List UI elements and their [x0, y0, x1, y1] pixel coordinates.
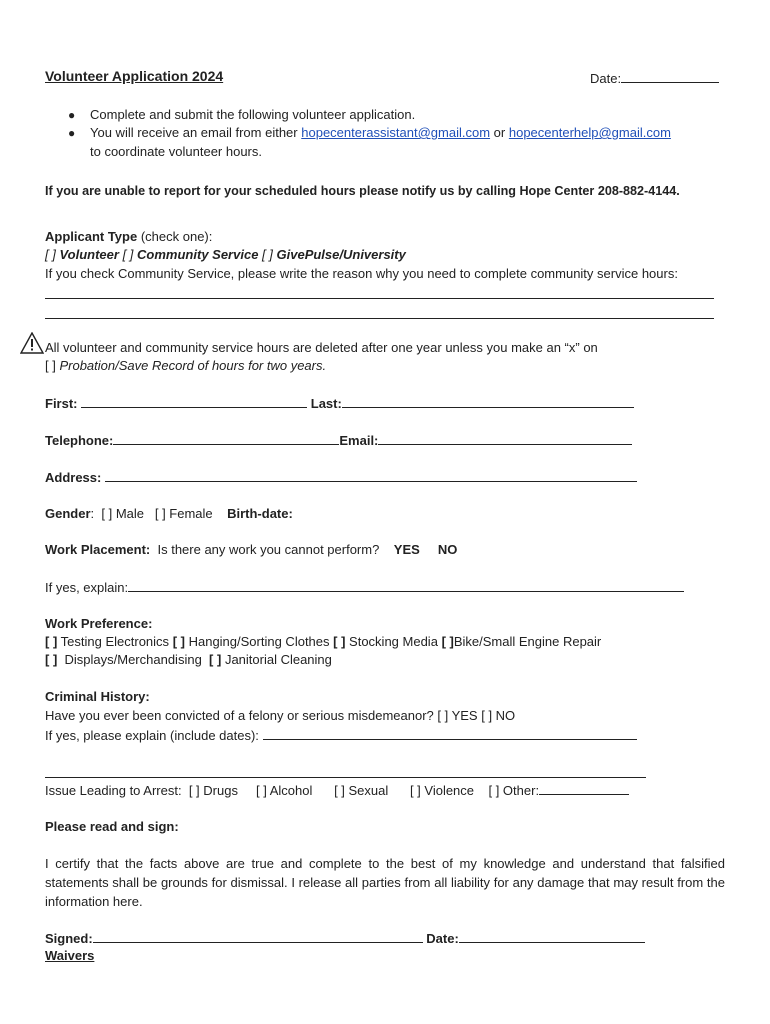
criminal-explain-line-2[interactable] [45, 777, 646, 778]
gender-colon: : [90, 506, 95, 521]
header-date-label: Date: [590, 71, 622, 86]
record-deletion-notice: All volunteer and community service hours are deleted after one year unless you make an “x” on [45, 340, 598, 355]
checkbox-female[interactable]: [ ] Female [154, 506, 213, 521]
option-givepulse-label: GivePulse/University [276, 247, 406, 262]
bullet-dot: ● [68, 108, 76, 122]
checkbox-sexual[interactable]: [ ] Sexual [334, 783, 389, 798]
sign-date-label: Date: [426, 931, 459, 946]
checkbox-stocking-media[interactable]: [ ] [333, 634, 346, 649]
checkbox-givepulse[interactable]: [ ] [262, 247, 273, 262]
contact-row [45, 432, 632, 448]
signature-row [45, 930, 645, 946]
testing-electronics-label: Testing Electronics [60, 634, 170, 649]
checkbox-community-service[interactable]: [ ] [122, 247, 134, 262]
page-title: Volunteer Application 2024 [45, 68, 224, 84]
work-placement-question: Is there any work you cannot perform? [157, 542, 380, 557]
arrest-issue-row [45, 782, 629, 798]
criminal-explain-field[interactable] [263, 727, 637, 740]
bullet-dot: ● [68, 126, 76, 140]
telephone-field[interactable] [113, 432, 339, 445]
applicant-type-hint: (check one): [140, 229, 213, 244]
checkbox-drugs[interactable]: [ ] Drugs [188, 783, 238, 798]
checkbox-save-record[interactable]: [ ] [45, 358, 56, 373]
work-preference-label: Work Preference: [45, 616, 153, 631]
checkbox-alcohol[interactable]: [ ] Alcohol [256, 783, 313, 798]
name-row [45, 395, 634, 411]
work-preference-row-1 [45, 634, 601, 649]
criminal-history-label: Criminal History: [45, 689, 150, 704]
address-label: Address: [45, 470, 102, 485]
header-date [590, 70, 719, 86]
work-preference-row-2 [45, 652, 332, 667]
first-name-field[interactable] [81, 395, 307, 408]
last-name-field[interactable] [342, 395, 634, 408]
email-field[interactable] [378, 432, 632, 445]
record-option [45, 358, 326, 373]
call-notice: If you are unable to report for your scheduled hours please notify us by calling Hope Center 208-882-4144. [45, 184, 680, 198]
hanging-clothes-label: Hanging/Sorting Clothes [188, 634, 330, 649]
instruction-complete: Complete and submit the following volunteer application. [90, 107, 416, 122]
email-label: Email: [339, 433, 379, 448]
displays-label: Displays/Merchandising [64, 652, 202, 667]
checkbox-displays[interactable]: [ ] [45, 652, 58, 667]
criminal-explain-label: If yes, please explain (include dates): [45, 728, 259, 743]
birthdate-label: Birth-date: [227, 506, 293, 521]
instruction-email-or: or [493, 125, 506, 140]
read-and-sign-heading: Please read and sign: [45, 819, 179, 834]
warning-icon [20, 332, 44, 354]
arrest-issue-label: Issue Leading to Arrest: [45, 783, 182, 798]
email-link-help[interactable]: hopecenterhelp@gmail.com [508, 125, 671, 140]
header-date-field[interactable] [621, 70, 719, 83]
address-field[interactable] [105, 469, 637, 482]
janitorial-label: Janitorial Cleaning [224, 652, 332, 667]
checkbox-janitorial[interactable]: [ ] [209, 652, 222, 667]
sign-date-field[interactable] [459, 930, 645, 943]
gender-row [45, 506, 293, 521]
reason-line-2[interactable] [45, 318, 714, 319]
last-name-label: Last: [310, 396, 342, 411]
bike-repair-label: Bike/Small Engine Repair [453, 634, 602, 649]
telephone-label: Telephone: [45, 433, 114, 448]
checkbox-testing-electronics[interactable]: [ ] [45, 634, 58, 649]
criminal-explain-row [45, 727, 637, 743]
first-name-label: First: [45, 396, 78, 411]
reason-line-1[interactable] [45, 298, 714, 299]
checkbox-male[interactable]: [ ] Male [101, 506, 144, 521]
gender-label: Gender [45, 506, 91, 521]
address-row [45, 469, 637, 485]
work-placement-label: Work Placement: [45, 542, 151, 557]
instruction-email [90, 125, 671, 140]
applicant-type-heading [45, 229, 212, 244]
save-record-label: Probation/Save Record of hours for two years. [59, 358, 327, 373]
work-explain-field[interactable] [128, 579, 684, 592]
stocking-media-label: Stocking Media [349, 634, 438, 649]
work-explain-row [45, 579, 684, 595]
work-placement-row [45, 542, 457, 557]
work-explain-label: If yes, explain: [45, 580, 129, 595]
certification-text: I certify that the facts above are true and complete to the best of my knowledge and understand that falsified statements shall be grounds for dismissal. I release all parties from all liability for any damage that may result from the information here. [45, 856, 725, 909]
email-link-assistant[interactable]: hopecenterassistant@gmail.com [301, 125, 491, 140]
instruction-coordinate: to coordinate volunteer hours. [90, 144, 262, 159]
other-field[interactable] [539, 782, 629, 795]
community-service-reason-prompt: If you check Community Service, please write the reason why you need to complete community service hours: [45, 266, 678, 281]
applicant-type-options [45, 247, 406, 262]
felony-question[interactable]: Have you ever been convicted of a felony or serious misdemeanor? [ ] YES [ ] NO [45, 708, 516, 723]
signature-field[interactable] [93, 930, 423, 943]
applicant-type-label: Applicant Type [45, 229, 138, 244]
waivers-heading: Waivers [45, 948, 95, 963]
instruction-email-prefix: You will receive an email from either [90, 125, 298, 140]
checkbox-hanging-clothes[interactable]: [ ] [172, 634, 185, 649]
work-placement-yes[interactable]: YES [393, 542, 420, 557]
checkbox-other[interactable]: [ ] Other: [488, 783, 540, 798]
checkbox-volunteer[interactable]: [ ] [45, 247, 56, 262]
option-community-service-label: Community Service [137, 247, 259, 262]
checkbox-bike-repair[interactable]: [ ] [441, 634, 454, 649]
signed-label: Signed: [45, 931, 93, 946]
checkbox-violence[interactable]: [ ] Violence [409, 783, 475, 798]
work-placement-no[interactable]: NO [437, 542, 458, 557]
option-volunteer-label: Volunteer [59, 247, 119, 262]
